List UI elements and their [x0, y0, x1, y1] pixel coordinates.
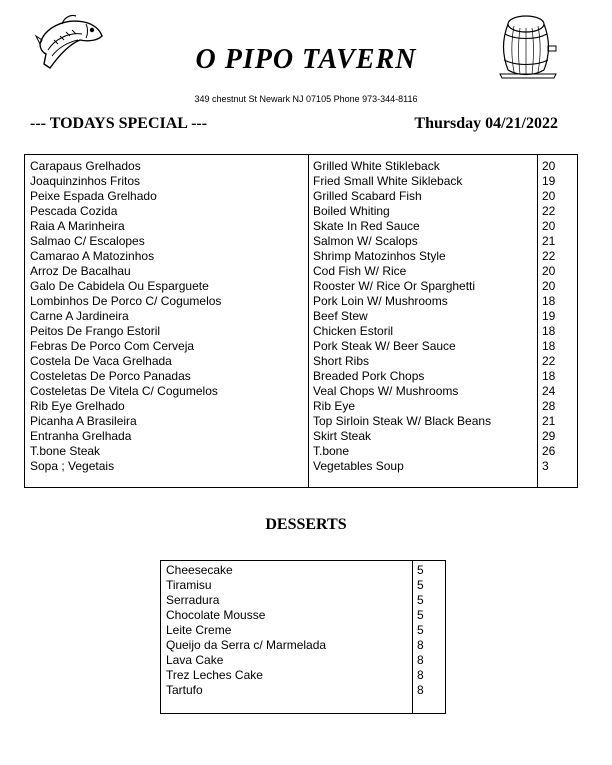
table-row — [161, 683, 445, 698]
portuguese-name: Carne A Jardineira — [30, 309, 129, 323]
portuguese-name: Arroz De Bacalhau — [30, 264, 131, 278]
english-name: T.bone — [313, 444, 350, 458]
dessert-name: Cheesecake — [166, 563, 233, 577]
price: 19 — [542, 174, 556, 188]
portuguese-name: Camarao A Matozinhos — [30, 249, 155, 263]
dessert-name: Leite Creme — [166, 623, 232, 637]
english-name: Top Sirloin Steak W/ Black Beans — [313, 414, 492, 428]
table-row — [25, 324, 577, 339]
english-name: Short Ribs — [313, 354, 370, 368]
portuguese-name: Costela De Vaca Grelhada — [30, 354, 172, 368]
table-row — [161, 638, 445, 653]
price: 20 — [542, 264, 556, 278]
portuguese-name: Peixe Espada Grelhado — [30, 189, 157, 203]
english-name: Pork Loin W/ Mushrooms — [313, 294, 448, 308]
english-name: Shrimp Matozinhos Style — [313, 249, 446, 263]
price: 5 — [417, 578, 424, 592]
table-row — [25, 444, 577, 459]
table-row — [161, 608, 445, 623]
table-row — [25, 189, 577, 204]
desserts-table — [160, 560, 446, 714]
portuguese-name: Raia A Marinheira — [30, 219, 125, 233]
portuguese-name: T.bone Steak — [30, 444, 101, 458]
english-name: Boiled Whiting — [313, 204, 390, 218]
dessert-name: Lava Cake — [166, 653, 224, 667]
english-name: Pork Steak W/ Beer Sauce — [313, 339, 456, 353]
price: 20 — [542, 279, 556, 293]
dessert-name: Tartufo — [166, 683, 203, 697]
english-name: Beef Stew — [313, 309, 368, 323]
price: 22 — [542, 354, 556, 368]
price: 5 — [417, 608, 424, 622]
table-row — [25, 399, 577, 414]
table-row — [25, 369, 577, 384]
price: 8 — [417, 668, 424, 682]
portuguese-name: Carapaus Grelhados — [30, 159, 141, 173]
price: 24 — [542, 384, 556, 398]
portuguese-name: Galo De Cabidela Ou Esparguete — [30, 279, 209, 293]
price: 5 — [417, 593, 424, 607]
portuguese-name: Joaquinzinhos Fritos — [30, 174, 141, 188]
table-row — [25, 294, 577, 309]
table-row — [25, 264, 577, 279]
table-row — [161, 563, 445, 578]
desserts-heading: DESSERTS — [265, 516, 347, 533]
price: 18 — [542, 369, 556, 383]
table-row — [161, 578, 445, 593]
english-name: Salmon W/ Scalops — [313, 234, 418, 248]
table-row — [161, 623, 445, 638]
table-row — [25, 414, 577, 429]
table-row — [161, 653, 445, 668]
price: 20 — [542, 159, 556, 173]
portuguese-name: Rib Eye Grelhado — [30, 399, 125, 413]
portuguese-name: Peitos De Frango Estoril — [30, 324, 161, 338]
price: 22 — [542, 204, 556, 218]
table-row — [25, 309, 577, 324]
english-name: Skate In Red Sauce — [313, 219, 420, 233]
address-line: 349 chestnut St Newark NJ 07105 Phone 973-344-8116 — [194, 94, 418, 104]
specials-heading: --- TODAYS SPECIAL --- — [30, 115, 208, 132]
specials-table — [24, 154, 578, 488]
table-row — [25, 339, 577, 354]
english-name: Vegetables Soup — [313, 459, 404, 473]
table-row — [25, 384, 577, 399]
portuguese-name: Picanha A Brasileira — [30, 414, 137, 428]
table-row — [25, 174, 577, 189]
price: 29 — [542, 429, 556, 443]
table-row — [25, 429, 577, 444]
dessert-name: Trez Leches Cake — [166, 668, 263, 682]
dessert-name: Chocolate Mousse — [166, 608, 266, 622]
portuguese-name: Pescada Cozida — [30, 204, 118, 218]
english-name: Grilled Scabard Fish — [313, 189, 422, 203]
portuguese-name: Lombinhos De Porco C/ Cogumelos — [30, 294, 222, 308]
price: 26 — [542, 444, 556, 458]
price: 19 — [542, 309, 556, 323]
price: 20 — [542, 219, 556, 233]
price: 3 — [542, 459, 549, 473]
portuguese-name: Salmao C/ Escalopes — [30, 234, 145, 248]
table-row — [25, 204, 577, 219]
price: 21 — [542, 414, 556, 428]
price: 18 — [542, 294, 556, 308]
menu-date: Thursday 04/21/2022 — [414, 115, 558, 132]
table-row — [161, 593, 445, 608]
dessert-name: Queijo da Serra c/ Marmelada — [166, 638, 327, 652]
price: 18 — [542, 324, 556, 338]
english-name: Chicken Estoril — [313, 324, 394, 338]
price: 28 — [542, 399, 556, 413]
table-row — [25, 354, 577, 369]
english-name: Skirt Steak — [313, 429, 372, 443]
specials-rows — [25, 159, 577, 474]
price: 8 — [417, 683, 424, 697]
portuguese-name: Costeletas De Porco Panadas — [30, 369, 191, 383]
price: 8 — [417, 638, 424, 652]
english-name: Fried Small White Sikleback — [313, 174, 463, 188]
english-name: Grilled White Stikleback — [313, 159, 440, 173]
price: 20 — [542, 189, 556, 203]
portuguese-name: Entranha Grelhada — [30, 429, 132, 443]
dessert-name: Serradura — [166, 593, 220, 607]
english-name: Rooster W/ Rice Or Sparghetti — [313, 279, 476, 293]
portuguese-name: Costeletas De Vitela C/ Cogumelos — [30, 384, 218, 398]
english-name: Rib Eye — [313, 399, 356, 413]
price: 5 — [417, 623, 424, 637]
table-row — [25, 234, 577, 249]
table-row — [25, 159, 577, 174]
price: 21 — [542, 234, 556, 248]
dessert-name: Tiramisu — [166, 578, 212, 592]
english-name: Breaded Pork Chops — [313, 369, 425, 383]
dessert-rows — [161, 563, 445, 698]
portuguese-name: Sopa ; Vegetais — [30, 459, 115, 473]
table-row — [25, 249, 577, 264]
table-row — [25, 219, 577, 234]
portuguese-name: Febras De Porco Com Cerveja — [30, 339, 195, 353]
price: 8 — [417, 653, 424, 667]
table-row — [161, 668, 445, 683]
price: 5 — [417, 563, 424, 577]
english-name: Cod Fish W/ Rice — [313, 264, 407, 278]
price: 18 — [542, 339, 556, 353]
restaurant-title: O PIPO TAVERN — [195, 44, 417, 75]
table-row — [25, 279, 577, 294]
table-row — [25, 459, 577, 474]
english-name: Veal Chops W/ Mushrooms — [313, 384, 459, 398]
price: 22 — [542, 249, 556, 263]
